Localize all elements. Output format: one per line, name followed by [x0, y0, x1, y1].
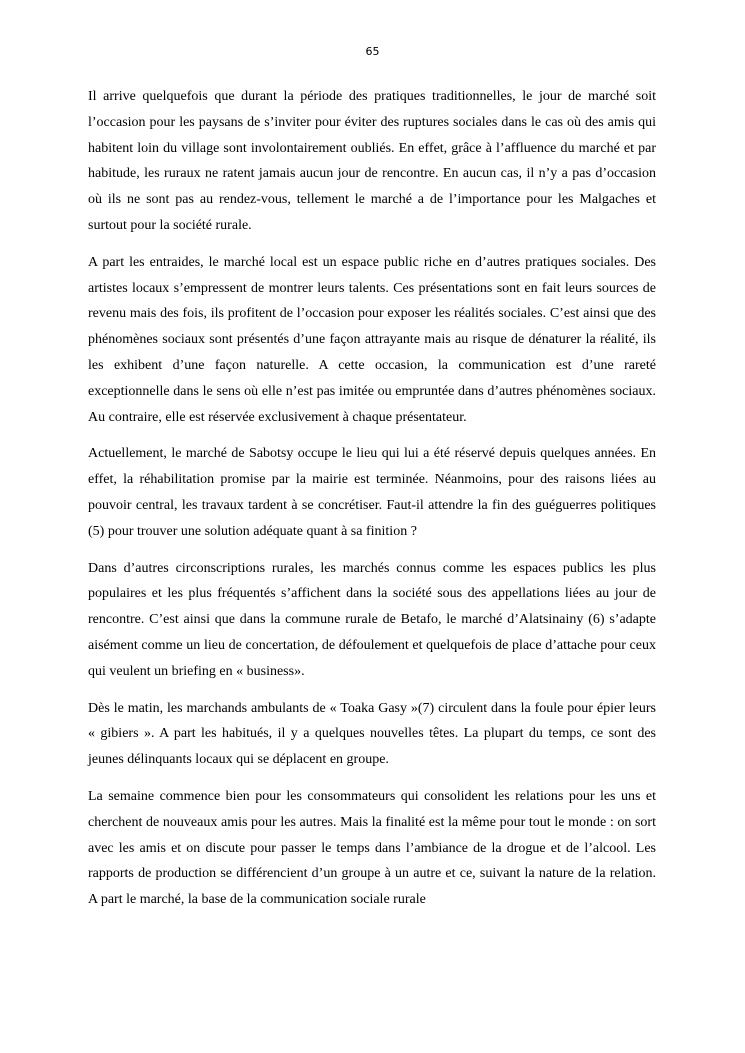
- paragraph-public-space: A part les entraides, le marché local est un espace public riche en d’autres pratiques sociales. Des artistes locaux s’empressent de montrer leurs talents. Ces présentations sont en fait leurs sources de revenu mais des fois, ils profitent de l’occasion pour exposer les réalités sociales. C’est ainsi que des phénomènes sociaux sont présentés d’une façon attrayante mais au risque de dénaturer la réalité, ils les exhibent d’une façon naturelle. A cette occasion, la communication est d’une rareté exceptionnelle dans le sens où elle n’est pas imitée ou empruntée dans d’autres phénomènes sociaux. Au contraire, elle est réservée exclusivement à chaque présentateur.: [88, 254, 656, 425]
- document-body: [88, 84, 656, 924]
- paragraph-market-day: Il arrive quelquefois que durant la période des pratiques traditionnelles, le jour de marché soit l’occasion pour les paysans de s’inviter pour éviter des ruptures sociales dans le cas où des amis qui habitent loin du village sont involontairement oubliés. En effet, grâce à l’affluence du marché et par habitude, les ruraux ne ratent jamais aucun jour de rencontre. En aucun cas, il n’y a pas d’occasion où ils ne sont pas au rendez-vous, tellement le marché a de l’importance pour les Malgaches et surtout pour la société rurale.: [88, 89, 656, 233]
- paragraph-sabotsy-market: Actuellement, le marché de Sabotsy occupe le lieu qui lui a été réservé depuis quelques années. En effet, la réhabilitation promise par la mairie est terminée. Néanmoins, pour des raisons liées au pouvoir central, les travaux tardent à se concrétiser. Faut-il attendre la fin des guéguerres politiques (5) pour trouver une solution adéquate quant à sa finition ?: [88, 446, 656, 539]
- paragraph-rural-markets: Dans d’autres circonscriptions rurales, les marchés connus comme les espaces publics les plus populaires et les plus fréquentés s’affichent dans la société sous des appellations liées au jour de rencontre. C’est ainsi que dans la commune rurale de Betafo, le marché d’Alatsinainy (6) s’adapte aisément comme un lieu de concertation, de défoulement et quelquefois de place d’attache pour ceux qui veulent un briefing en « business».: [88, 560, 656, 679]
- paragraph-week-begins: La semaine commence bien pour les consommateurs qui consolident les relations pour les uns et cherchent de nouveaux amis pour les autres. Mais la finalité est la même pour tout le monde : on sort avec les amis et on discute pour passer le temps dans l’ambiance de la drogue et de l’alcool. Les rapports de production se différencient d’un groupe à un autre et ce, suivant la nature de la relation. A part le marché, la base de la communication sociale rurale: [88, 788, 656, 908]
- page-number: 65: [365, 45, 380, 58]
- paragraph-morning-vendors: Dès le matin, les marchands ambulants de « Toaka Gasy »(7) circulent dans la foule pour épier leurs « gibiers ». A part les habitués, il y a quelques nouvelles têtes. La plupart du temps, ce sont des jeunes délinquants locaux qui se déplacent en groupe.: [88, 700, 656, 768]
